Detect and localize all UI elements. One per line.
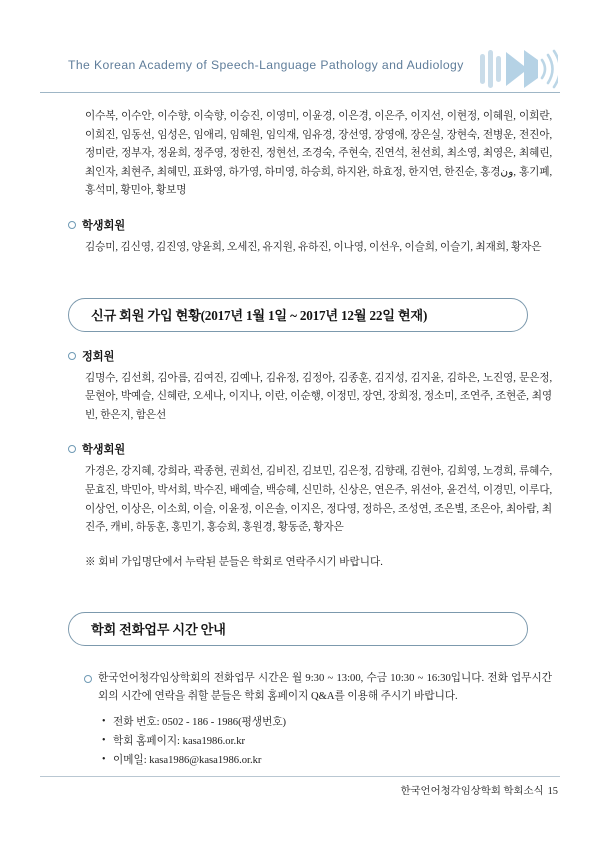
header-divider xyxy=(40,92,560,93)
phone-hours-text: 한국언어청각임상학회의 전화업무 시간은 월 9:30 ~ 13:00, 수금 10:30 ~ 16:30입니다. 전화 업무시간 외의 시간에 연락을 취할 분들은 학회 홈페이지 Q&A를 이용해 주시기 바랍니다. xyxy=(98,672,552,703)
list-item-email: • 이메일: kasa1986@kasa1986.or.kr xyxy=(102,751,560,770)
contact-list xyxy=(102,713,560,770)
ring-bullet-icon xyxy=(68,445,76,453)
page-number: 15 xyxy=(547,786,558,797)
list-item-phone: • 전화 번호: 0502 - 186 - 1986(평생번호) xyxy=(102,713,560,732)
footer-divider xyxy=(40,776,560,777)
new-members-title-text: 신규 회원 가입 현황(2017년 1월 1일 ~ 2017년 12월 22일 현재) xyxy=(91,308,428,324)
student-members-label-1: 학생회원 xyxy=(82,219,126,232)
members-continued-paragraph: 이수복, 이수안, 이수향, 이숙향, 이승진, 이영미, 이윤경, 이은경, 이은주, 이지선, 이현정, 이혜원, 이희란, 이희진, 임동선, 임성은, 임애리, 임혜원, 임익재, 임유경, 장선영, 장영애, 장은실, 장현숙, 전병운, 전진아, 정미란, 정부자, 정윤희, 정주영, 정한진, 정현선, 조경숙, 주현숙, 진연석, 천선희, 최소영, 최영은, 최혜린, 최인자, 최현주, 최혜민, 표화영, 하가영, 하미영, 하승희, 하지완, 하효정, 한지연, 한진순, 홍경ون, 홍기폐, 홍석미, 황민아, 황보명 xyxy=(85,111,552,197)
membership-fee-note: ※ 회비 가입명단에서 누락된 분들은 학회로 연락주시기 바랍니다. xyxy=(85,556,383,568)
footer-society-name: 한국언어청각임상학회 학회소식 xyxy=(400,786,544,797)
ring-bullet-icon xyxy=(68,352,76,360)
page-content xyxy=(40,108,560,770)
regular-members-heading xyxy=(68,348,560,364)
student-members-list-2: 가경은, 강지혜, 강희라, 곽종현, 권희선, 김비진, 김보민, 김은정, 김향래, 김현아, 김희영, 노경희, 류혜수, 문효진, 박민아, 박서희, 박수진, 배예슬, 백승혜, 신민하, 신상은, 연은주, 위선아, 윤건석, 이경민, 이루다, 이상언, 이상은, 이소희, 이슬, 이윤정, 이은솔, 이지은, 정다영, 정하은, 조성연, 조은별, 조은아, 최아람, 최진주, 캐비, 하동훈, 홍민기, 홍승희, 홍원경, 황동준, 황자은 xyxy=(85,466,552,534)
phone-hours-section-title xyxy=(68,612,528,646)
ring-bullet-icon xyxy=(68,221,76,229)
phone-hours-paragraph xyxy=(84,670,552,707)
new-members-section-title xyxy=(68,298,528,332)
page-header xyxy=(0,48,600,94)
regular-members-list: 김명수, 김선희, 김아름, 김여진, 김예나, 김유정, 김정아, 김종훈, 김지성, 김지윤, 김하은, 노진영, 문은정, 문현아, 박예슬, 신혜란, 오세나, 이지나, 이란, 이순행, 이정민, 장연, 장희정, 정소미, 조연주, 조현준, 최영빈, 한은지, 함은선 xyxy=(85,372,552,421)
student-members-heading-1 xyxy=(68,217,560,233)
student-members-heading-2 xyxy=(68,441,560,457)
journal-title: The Korean Academy of Speech-Language Pathology and Audiology xyxy=(68,58,464,72)
student-members-list-1: 김승미, 김신영, 김진영, 양윤희, 오세진, 유지원, 유하진, 이나영, 이선우, 이슬희, 이슬기, 최재희, 황자은 xyxy=(85,241,542,253)
regular-members-label: 정회원 xyxy=(82,350,115,363)
list-item-website: • 학회 홈페이지: kasa1986.or.kr xyxy=(102,732,560,751)
ring-bullet-icon xyxy=(84,675,92,683)
phone-hours-title-text: 학회 전화업무 시간 안내 xyxy=(91,622,226,638)
academy-logo-mark xyxy=(480,48,558,90)
footer-label xyxy=(400,782,558,797)
student-members-label-2: 학생회원 xyxy=(82,444,126,457)
